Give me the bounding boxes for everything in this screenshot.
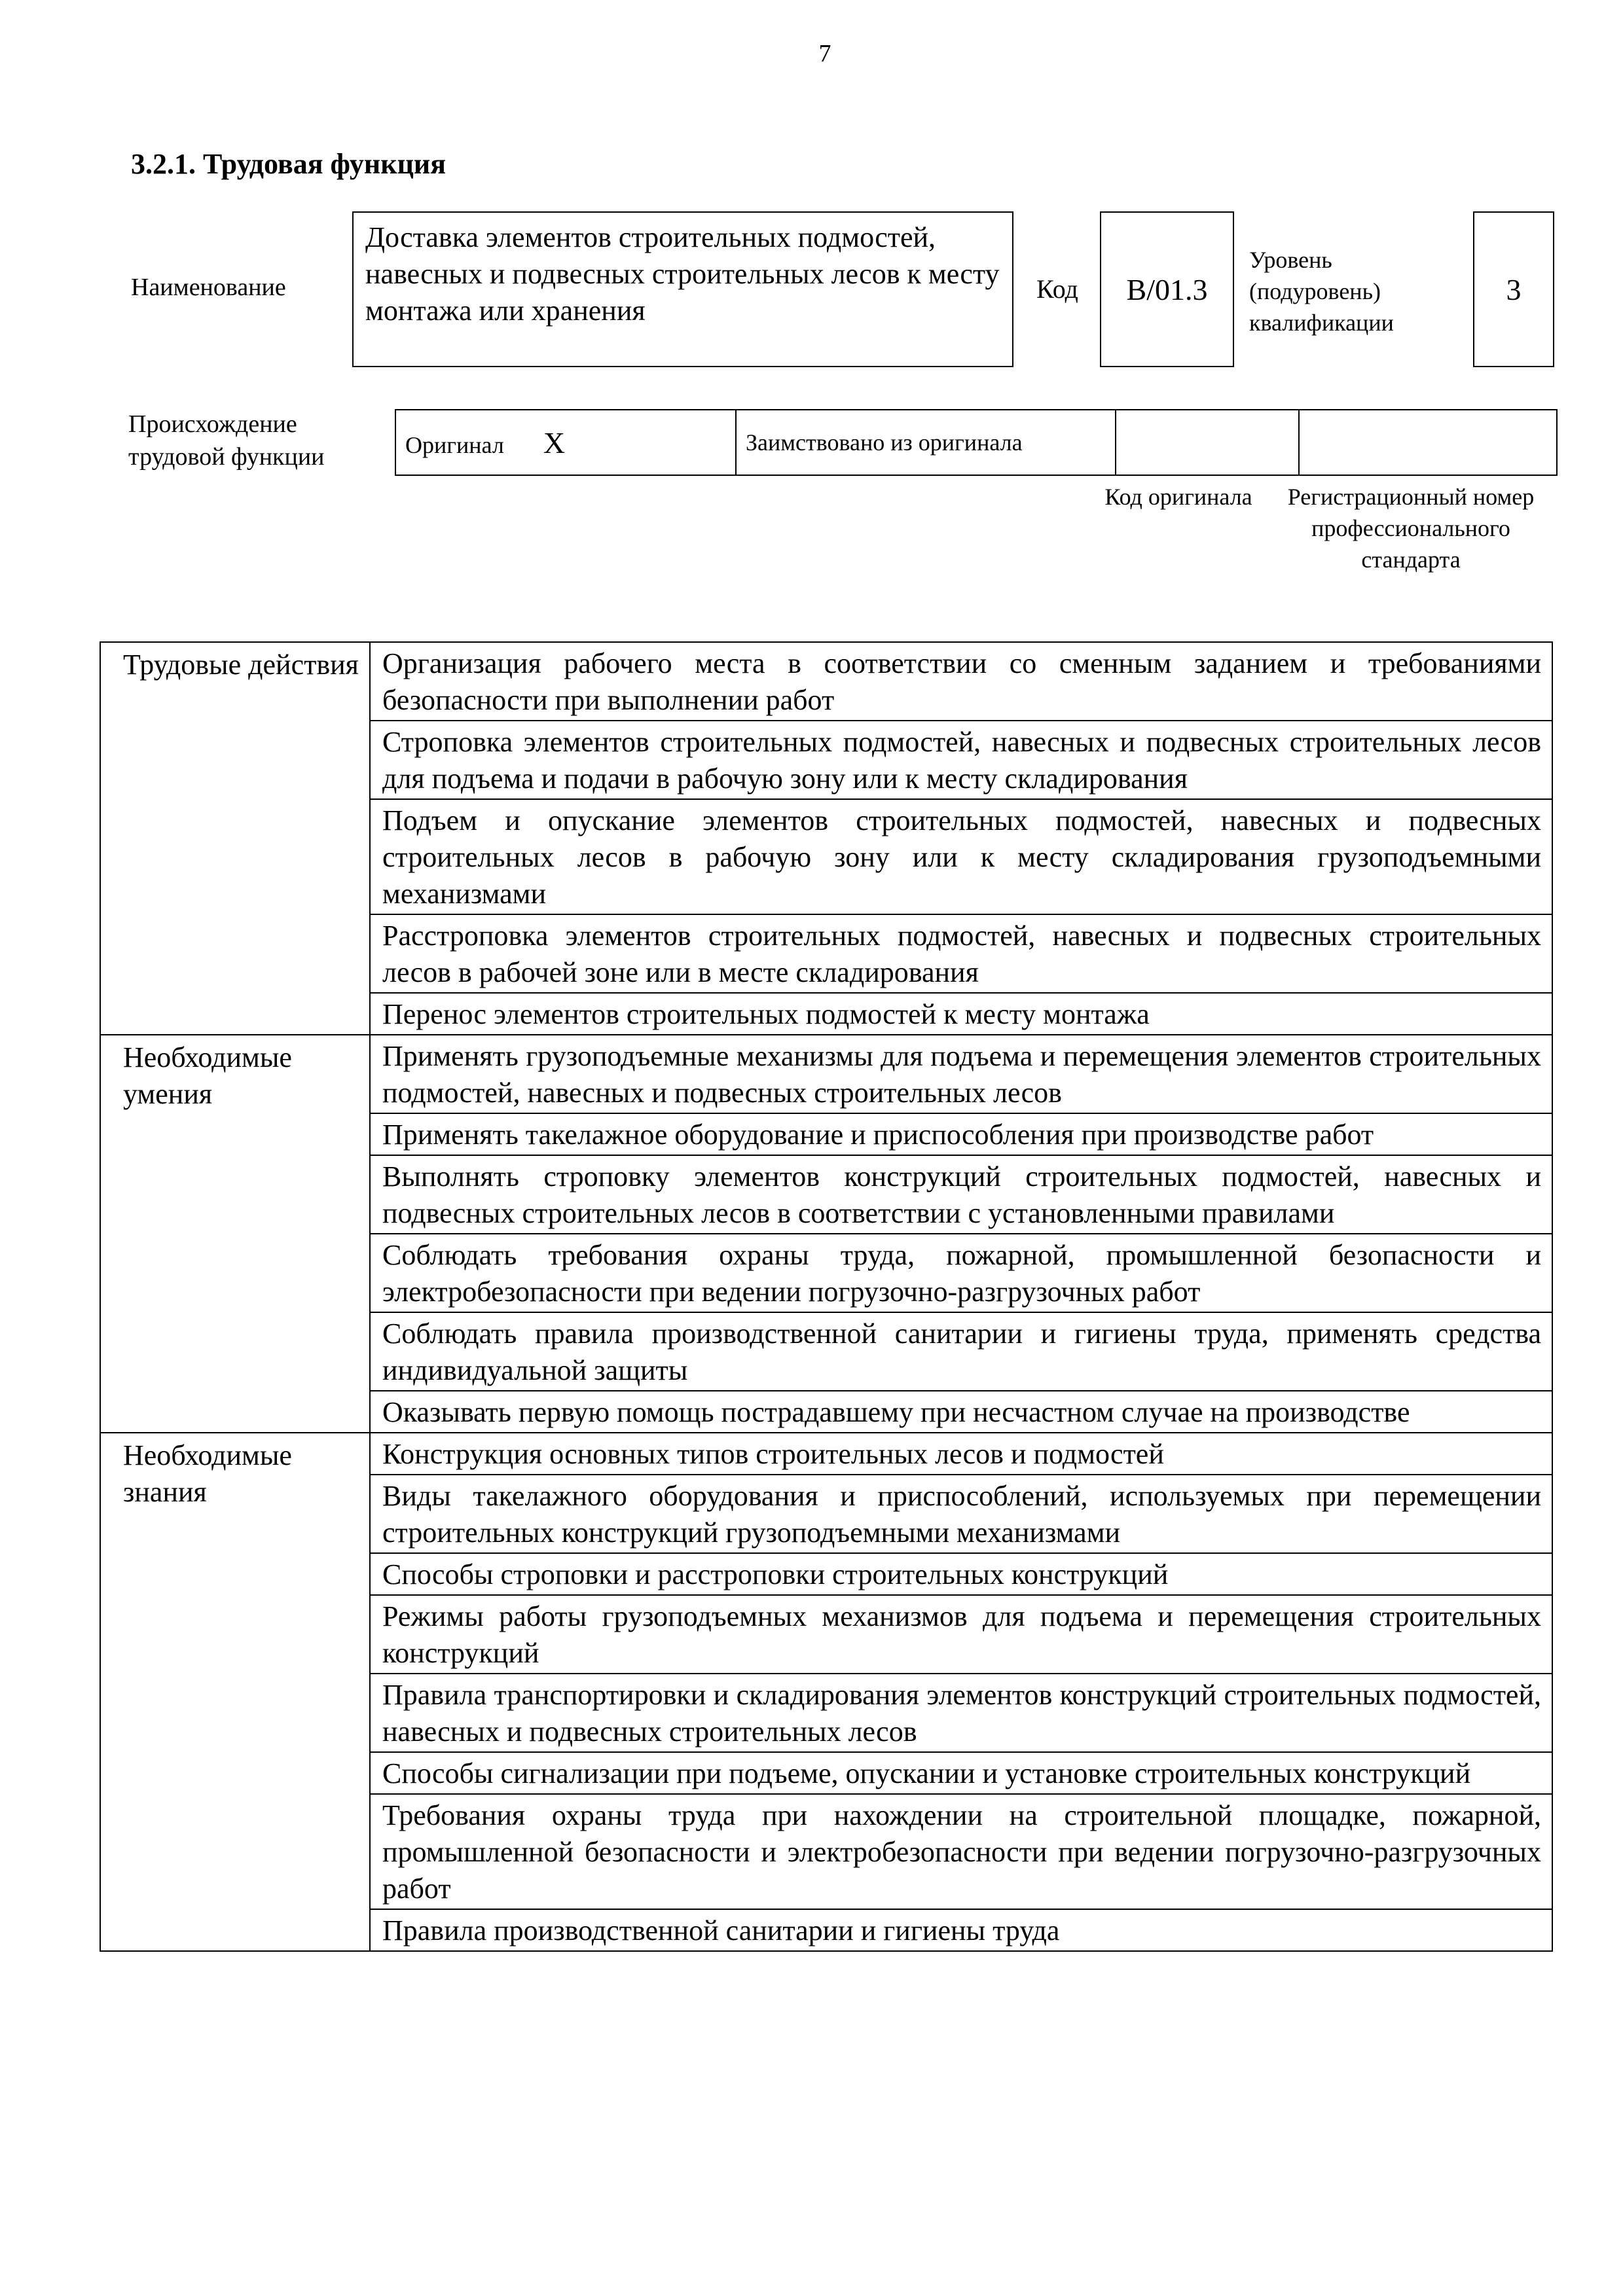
requirement-item: Строповка элементов строительных подмостей, навесных и подвесных строительных лесов для подъема и подачи в рабочую зону или к месту складирования (370, 721, 1552, 799)
registration-number-caption: Регистрационный номер профессионального стандарта (1287, 484, 1535, 573)
section-title: 3.2.1. Трудовая функция (131, 148, 447, 180)
requirement-item: Выполнять строповку элементов конструкций строительных подмостей, навесных и подвесных строительных лесов в соответствии с установленными правилами (370, 1155, 1552, 1234)
requirement-item: Конструкция основных типов строительных лесов и подмостей (370, 1433, 1552, 1475)
origin-table (395, 409, 1558, 476)
code-value: В/01.3 (1126, 272, 1208, 306)
code-label: Код (1036, 274, 1078, 304)
requirements-table (100, 641, 1553, 1952)
requirement-item: Применять такелажное оборудование и приспособления при производстве работ (370, 1113, 1552, 1155)
original-cell (395, 410, 736, 475)
name-label: Наименование (131, 274, 286, 301)
level-box (1473, 211, 1554, 367)
requirement-item: Требования охраны труда при нахождении на строительной площадке, пожарной, промышленной безопасности и электробезопасности при ведении погрузочно-разгрузочных работ (370, 1794, 1552, 1909)
requirement-item: Режимы работы грузоподъемных механизмов для подъема и перемещения строительных конструкций (370, 1595, 1552, 1674)
original-code-caption: Код оригинала (1104, 484, 1252, 510)
requirement-item: Перенос элементов строительных подмостей к месту монтажа (370, 993, 1552, 1035)
code-box (1100, 211, 1234, 367)
requirement-item: Способы сигнализации при подъеме, опускании и установке строительных конструкций (370, 1752, 1552, 1794)
level-label: Уровень (подуровень) квалификации (1249, 247, 1394, 336)
original-mark: X (543, 425, 566, 459)
registration-number-cell (1299, 410, 1557, 475)
requirement-item: Правила производственной санитарии и гигиены труда (370, 1909, 1552, 1951)
category-cell: Трудовые действия (100, 642, 370, 1035)
borrowed-cell (736, 410, 1116, 475)
level-value: 3 (1506, 272, 1522, 306)
requirement-item: Соблюдать правила производственной санитарии и гигиены труда, применять средства индивидуальной защиты (370, 1312, 1552, 1391)
borrowed-label: Заимствовано из оригинала (746, 429, 1023, 456)
requirement-item: Расстроповка элементов строительных подмостей, навесных и подвесных строительных лесов в рабочей зоне или в месте складирования (370, 914, 1552, 993)
category-cell: Необходимые умения (100, 1035, 370, 1433)
requirement-item: Организация рабочего места в соответствии со сменным заданием и требованиями безопасности при выполнении работ (370, 642, 1552, 721)
table-row (100, 1433, 1552, 1475)
requirement-item: Применять грузоподъемные механизмы для подъема и перемещения элементов строительных подмостей, навесных и подвесных строительных лесов (370, 1035, 1552, 1113)
function-name-box: Доставка элементов строительных подмостей, навесных и подвесных строительных лесов к месту монтажа или хранения (352, 211, 1013, 367)
requirement-item: Правила транспортировки и складирования элементов конструкций строительных подмостей, навесных и подвесных строительных лесов (370, 1674, 1552, 1752)
table-row (100, 1035, 1552, 1113)
requirement-item: Виды такелажного оборудования и приспособлений, используемых при перемещении строительных конструкций грузоподъемными механизмами (370, 1475, 1552, 1553)
original-label: Оригинал (405, 431, 504, 458)
requirement-item: Подъем и опускание элементов строительных подмостей, навесных и подвесных строительных лесов в рабочую зону или к месту складирования грузоподъемными механизмами (370, 799, 1552, 914)
requirement-item: Оказывать первую помощь пострадавшему при несчастном случае на производстве (370, 1391, 1552, 1433)
category-cell: Необходимые знания (100, 1433, 370, 1951)
table-row (100, 642, 1552, 721)
requirement-item: Способы строповки и расстроповки строительных конструкций (370, 1553, 1552, 1595)
original-code-cell (1116, 410, 1299, 475)
page-number: 7 (818, 40, 831, 67)
requirement-item: Соблюдать требования охраны труда, пожарной, промышленной безопасности и электробезопасности при ведении погрузочно-разгрузочных работ (370, 1234, 1552, 1312)
origin-label: Происхождение трудовой функции (128, 410, 325, 471)
